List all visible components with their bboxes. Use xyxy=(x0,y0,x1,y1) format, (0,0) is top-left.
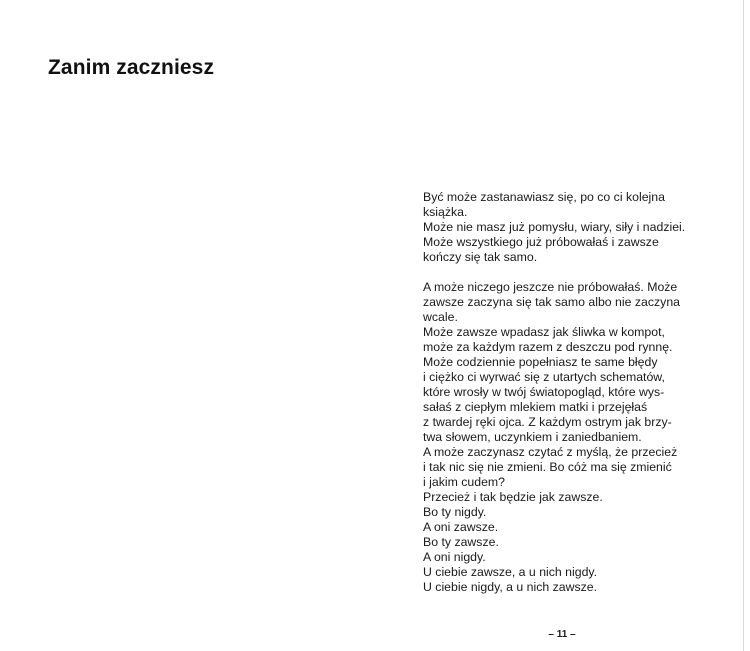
page-number: – 11 – xyxy=(548,629,576,640)
text-line: A oni nigdy. xyxy=(423,550,486,564)
text-line: U ciebie zawsze, a u nich nigdy. xyxy=(423,565,598,579)
text-line: i ciężko ci wyrwać się z utartych schematów, xyxy=(423,370,665,384)
text-line: książka. xyxy=(423,205,468,219)
text-line: kończy się tak samo. xyxy=(423,250,538,264)
text-line: zawsze zaczyna się tak samo albo nie zaczyna xyxy=(423,295,680,309)
paragraph-gap xyxy=(423,265,713,280)
text-line: Przecież i tak będzie jak zawsze. xyxy=(423,490,603,504)
text-line: A może niczego jeszcze nie próbowałaś. Może xyxy=(423,280,678,294)
text-line: A oni zawsze. xyxy=(423,520,499,534)
page-title: Zanim zaczniesz xyxy=(48,56,215,79)
text-line: Być może zastanawiasz się, po co ci kolejna xyxy=(423,190,665,204)
text-line: wcale. xyxy=(423,310,458,324)
text-line: twa słowem, uczynkiem i zaniedbaniem. xyxy=(423,430,642,444)
text-line: Bo ty nigdy. xyxy=(423,505,487,519)
text-line: sałaś z ciepłym mlekiem matki i przejęłaś xyxy=(423,400,648,414)
text-line: A może zaczynasz czytać z myślą, że przecież xyxy=(423,445,678,459)
page-edge-divider xyxy=(743,0,744,651)
text-line: może za każdym razem z deszczu pod rynnę. xyxy=(423,340,673,354)
text-line: które wrosły w twój światopogląd, które wys- xyxy=(423,385,665,399)
body-text xyxy=(423,190,713,595)
text-line: Bo ty zawsze. xyxy=(423,535,499,549)
text-line: Może zawsze wpadasz jak śliwka w kompot, xyxy=(423,325,665,339)
text-line: i tak nic się nie zmieni. Bo cóż ma się zmienić xyxy=(423,460,672,474)
text-line: Może codziennie popełniasz te same błędy xyxy=(423,355,658,369)
text-line: Może nie masz już pomysłu, wiary, siły i nadziei. xyxy=(423,220,686,234)
text-line: Może wszystkiego już próbowałaś i zawsze xyxy=(423,235,659,249)
text-line: U ciebie nigdy, a u nich zawsze. xyxy=(423,580,598,594)
text-line: z twardej ręki ojca. Z każdym ostrym jak brzy- xyxy=(423,415,672,429)
text-line: i jakim cudem? xyxy=(423,475,506,489)
